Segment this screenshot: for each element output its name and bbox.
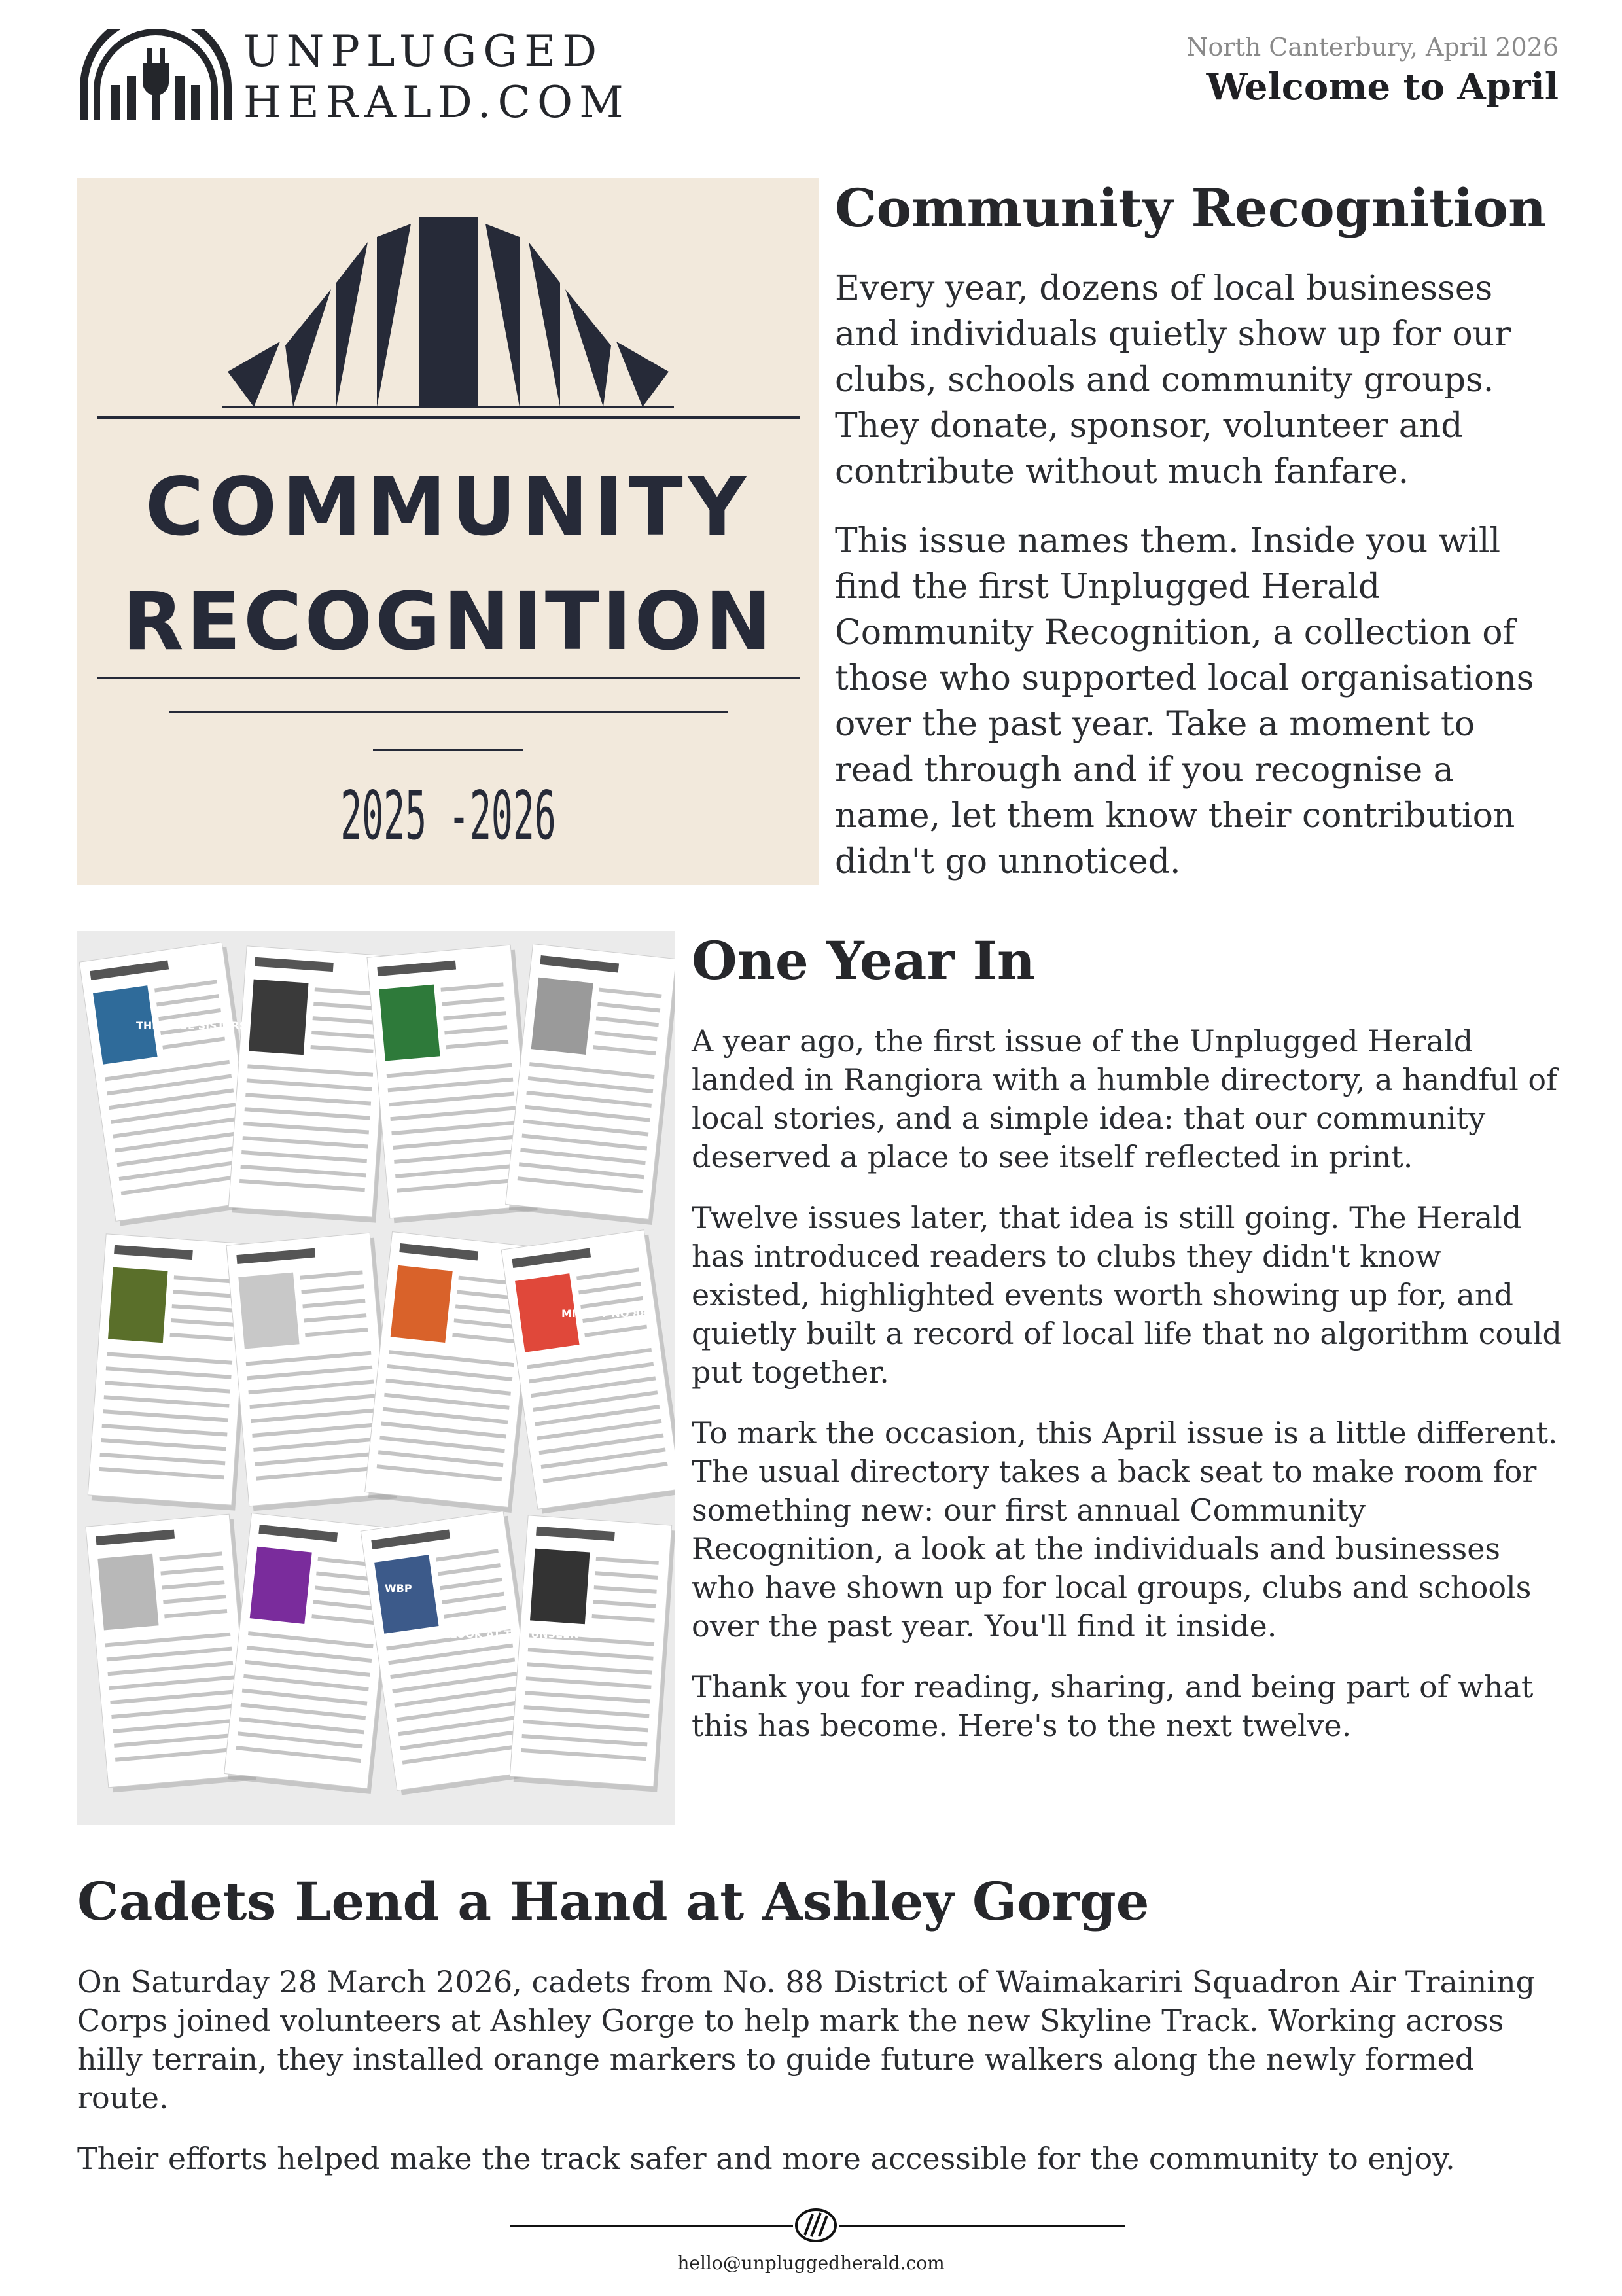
cadets-heading: Cadets Lend a Hand at Ashley Gorge: [77, 1871, 1150, 1932]
one-year-in-body: [692, 1022, 1562, 1767]
thumbnail-label: THE SOUL SISTERS: [136, 1019, 247, 1032]
one-year-in-paragraph: Thank you for reading, sharing, and being part of what this has become. Here's to the next twelve.: [692, 1669, 1534, 1743]
thumbnail-label: MIGHTY NO 88: [561, 1307, 648, 1320]
issue-title: Welcome to April: [1206, 65, 1559, 109]
one-year-in-paragraph: Twelve issues later, that idea is still going. The Herald has introduced readers to clubs they didn't know existed, highlighted events worth showing up for, and quietly built a record of local life that no algorithm could put together.: [692, 1200, 1562, 1390]
unplugged-herald-logo-icon: [77, 29, 234, 127]
community-recognition-body: [835, 266, 1561, 908]
logo-line-2: HERALD.COM: [243, 77, 630, 128]
footer-emblem-icon: [793, 2206, 839, 2244]
footer-email-link[interactable]: hello@unpluggedherald.com: [677, 2252, 945, 2274]
community-recognition-poster: [77, 178, 819, 885]
logo-line-1: UNPLUGGED: [243, 26, 604, 77]
cadets-paragraph: Their efforts helped make the track safer and more accessible for the community to enjoy.: [77, 2141, 1455, 2176]
poster-line-1: COMMUNITY: [145, 461, 752, 554]
issue-thumbnail: [510, 1515, 675, 1792]
dateline: North Canterbury, April 2026: [1186, 33, 1559, 62]
community-recognition-paragraph: Every year, dozens of local businesses and individuals quietly show up for our clubs, schools and community groups. They donate, sponsor, volunteer and contribute without much fanfare.: [835, 269, 1511, 491]
poster-years: 2025 -2026: [340, 777, 556, 855]
back-issues-collage: [77, 931, 675, 1825]
one-year-in-paragraph: A year ago, the first issue of the Unplugged Herald landed in Rangiora with a humble directory, a handful of local stories, and a simple idea: that our community deserved a place to see itself reflected in print.: [692, 1023, 1558, 1174]
community-recognition-heading: Community Recognition: [835, 177, 1547, 239]
issue-thumbnail: [505, 944, 675, 1225]
issue-thumbnail: [501, 1229, 675, 1514]
sunburst-icon: [228, 217, 669, 407]
thumbnail-label: LOOK AT THE UNSEEN: [450, 1628, 579, 1640]
cadets-paragraph: On Saturday 28 March 2026, cadets from No. 88 District of Waimakariri Squadron Air Training Corps joined volunteers at Ashley Gorge to help mark the new Skyline Track. Working across hilly terrain, they installed orange markers to guide future walkers along the newly formed route.: [77, 1964, 1536, 2115]
cadets-body: [77, 1963, 1562, 2200]
one-year-in-heading: One Year In: [692, 930, 1036, 991]
one-year-in-paragraph: To mark the occasion, this April issue is a little different. The usual directory takes a back seat to make room for something new: our first annual Community Recognition, a look at the individuals and businesses who have shown up for local groups, clubs and schools over the past year. You'll find it inside.: [692, 1415, 1558, 1644]
logo-wordmark: [243, 26, 630, 128]
community-recognition-paragraph: This issue names them. Inside you will find the first Unplugged Herald Community Recognition, a collection of those who supported local organisations over the past year. Take a moment to read through and if you recognise a name, let them know their contribution didn't go unnoticed.: [835, 521, 1534, 881]
poster-line-2: RECOGNITION: [122, 575, 775, 668]
thumbnail-label: WBP: [385, 1582, 412, 1595]
